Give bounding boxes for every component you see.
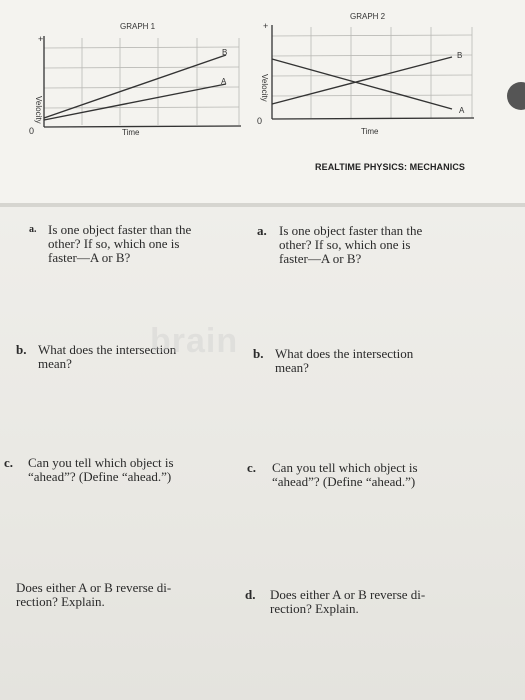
graph-2-grid	[272, 27, 472, 118]
right-question-c-label: c.	[247, 460, 257, 475]
left-question-b-line-1: What does the intersection	[38, 342, 177, 357]
right-question-d-line-1: Does either A or B reverse di-	[270, 587, 426, 602]
right-question-b	[253, 346, 414, 375]
graph-1-y-label: Velocity	[34, 96, 43, 124]
book-header: REALTIME PHYSICS: MECHANICS	[315, 162, 466, 172]
right-question-a	[257, 223, 423, 266]
left-question-c	[4, 455, 174, 484]
graph-1-label-b: B	[222, 48, 228, 57]
left-question-a-line-3: faster—A or B?	[48, 250, 131, 265]
right-question-a-line-2: other? If so, which one is	[279, 237, 411, 252]
graph-2-zero-tick: 0	[257, 116, 263, 126]
graph-1-x-label: Time	[122, 128, 140, 137]
left-question-d-line-1: Does either A or B reverse di-	[16, 580, 172, 595]
right-question-b-line-1: What does the intersection	[275, 346, 414, 361]
right-question-c	[247, 460, 418, 489]
left-question-b-line-2: mean?	[38, 356, 72, 371]
left-question-a-label: a.	[29, 224, 37, 235]
right-question-a-line-3: faster—A or B?	[279, 251, 362, 266]
graph-2-x-axis	[272, 118, 474, 119]
left-question-a-line-2: other? If so, which one is	[48, 236, 180, 251]
right-question-d-label: d.	[245, 587, 256, 602]
right-question-b-line-2: mean?	[275, 360, 309, 375]
left-question-a-line-1: Is one object faster than the	[48, 222, 192, 237]
left-question-c-line-1: Can you tell which object is	[28, 455, 174, 470]
graph-2-line-b	[272, 57, 452, 104]
graph-1-zero-tick: 0	[29, 126, 35, 136]
left-question-b-label: b.	[16, 342, 27, 357]
graph-2-label-a: A	[459, 106, 465, 115]
left-question-a	[29, 222, 192, 265]
page-edge	[0, 203, 525, 207]
right-question-c-line-1: Can you tell which object is	[272, 460, 418, 475]
left-question-c-line-2: “ahead”? (Define “ahead.”)	[28, 469, 172, 484]
graph-2-label-b: B	[457, 51, 463, 60]
right-question-a-line-1: Is one object faster than the	[279, 223, 423, 238]
graph-2-y-label: Velocity	[260, 74, 269, 102]
right-question-b-label: b.	[253, 346, 264, 361]
watermark: brain	[150, 322, 239, 360]
graph-2-title: GRAPH 2	[350, 12, 386, 21]
left-question-c-label: c.	[4, 455, 14, 470]
right-question-d-line-2: rection? Explain.	[270, 601, 359, 616]
graph-2	[0, 0, 525, 150]
graph-1-title: GRAPH 1	[120, 22, 156, 31]
left-question-d-line-2: rection? Explain.	[16, 594, 105, 609]
graph-2-line-a	[272, 59, 452, 109]
left-question-d	[16, 581, 171, 609]
right-question-a-label: a.	[257, 223, 267, 238]
graph-2-x-label: Time	[361, 127, 379, 136]
graph-2-plus-tick: +	[263, 21, 269, 31]
right-question-d	[245, 587, 426, 616]
right-question-c-line-2: “ahead”? (Define “ahead.”)	[272, 474, 416, 489]
graph-1-plus-tick: +	[38, 34, 44, 44]
worksheet-page	[0, 205, 525, 700]
graph-1-label-a: A	[221, 77, 227, 86]
